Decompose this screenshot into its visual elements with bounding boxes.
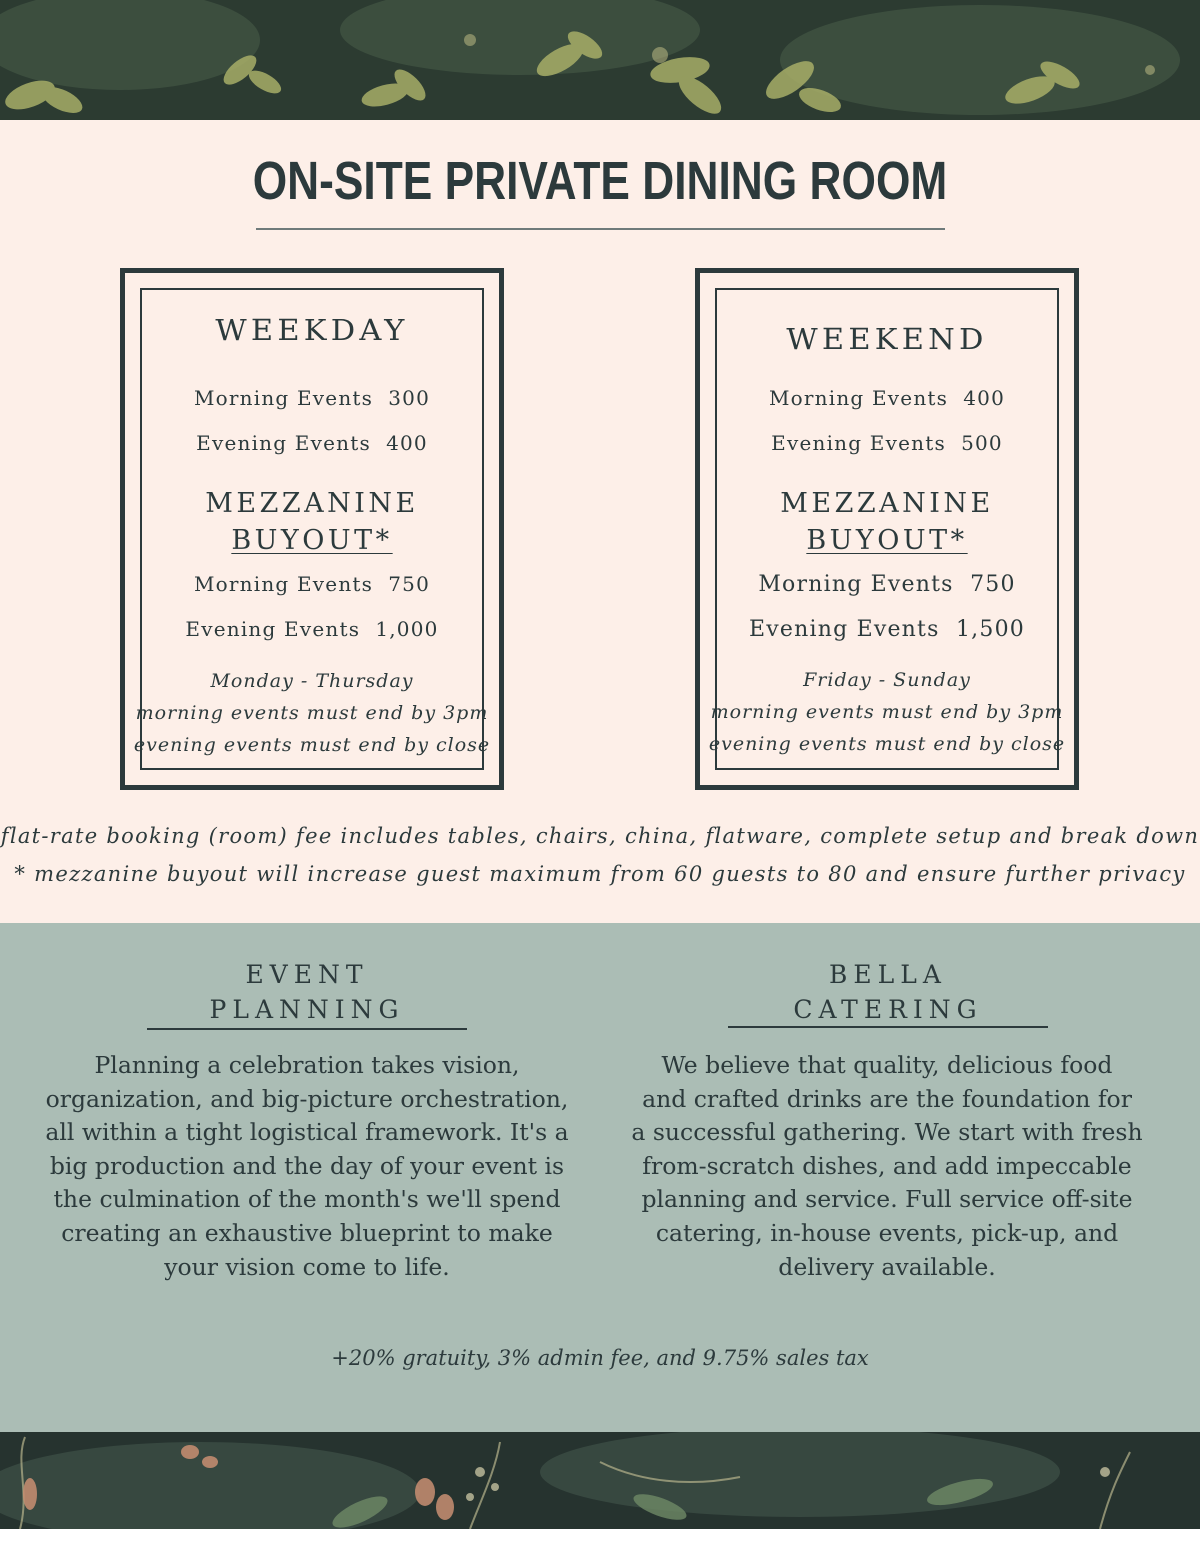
foliage-icon bbox=[0, 0, 1200, 120]
weekend-evening-rate bbox=[697, 431, 1077, 455]
weekend-mezzanine-morning-rate bbox=[697, 572, 1077, 597]
rate-label: Morning Events bbox=[193, 572, 374, 596]
page-title: ON-SITE PRIVATE DINING ROOM bbox=[252, 151, 948, 211]
event-planning-divider bbox=[147, 1028, 467, 1030]
weekday-evening-rate bbox=[122, 431, 502, 455]
body-line: all within a tight logistical framework. It's a bbox=[45, 1118, 569, 1147]
buyout-line: BUYOUT* bbox=[231, 525, 393, 556]
weekend-days: Friday - Sunday bbox=[803, 669, 971, 691]
rate-price: 500 bbox=[961, 431, 1003, 455]
body-line: catering, in-house events, pick-up, and bbox=[655, 1218, 1119, 1247]
weekday-mezzanine-evening-rate bbox=[122, 617, 502, 641]
body-line: the culmination of the month's we'll spend bbox=[53, 1185, 561, 1214]
foliage-banner-top bbox=[0, 0, 1200, 120]
weekend-morning-rate bbox=[697, 386, 1077, 410]
heading-line: EVENT bbox=[245, 960, 369, 989]
weekend-morning-note: morning events must end by 3pm bbox=[710, 701, 1064, 723]
weekday-morning-rate bbox=[122, 386, 502, 410]
catering-body bbox=[600, 1049, 1174, 1284]
rate-label: Morning Events bbox=[758, 572, 954, 597]
weekday-evening-note: evening events must end by close bbox=[133, 734, 491, 756]
mezzanine-line: MEZZANINE bbox=[205, 488, 419, 519]
rate-price: 750 bbox=[388, 572, 431, 596]
weekday-heading: WEEKDAY bbox=[215, 313, 409, 347]
weekday-morning-note: morning events must end by 3pm bbox=[135, 702, 489, 724]
weekend-evening-note: evening events must end by close bbox=[708, 733, 1066, 755]
tax-note: +20% gratuity, 3% admin fee, and 9.75% sales tax bbox=[331, 1346, 869, 1370]
body-line: We believe that quality, delicious food bbox=[661, 1051, 1113, 1079]
weekday-mezzanine-heading bbox=[122, 485, 502, 559]
body-line: your vision come to life. bbox=[164, 1252, 450, 1281]
mezzanine-line: MEZZANINE bbox=[780, 488, 994, 519]
weekend-card-inner-border bbox=[708, 288, 1066, 770]
rate-price: 400 bbox=[963, 386, 1006, 410]
heading-line: BELLA bbox=[829, 960, 947, 989]
rate-label: Morning Events bbox=[768, 386, 949, 410]
title-divider bbox=[256, 228, 945, 230]
weekend-mezzanine-heading bbox=[697, 485, 1077, 559]
rate-label: Evening Events bbox=[749, 617, 940, 642]
event-planning-heading bbox=[147, 957, 467, 1027]
booking-fee-note: flat-rate booking (room) fee includes tables, chairs, china, flatware, complete setup and break down bbox=[0, 824, 1200, 848]
rate-price: 750 bbox=[970, 572, 1016, 597]
body-line: a successful gathering. We start with fresh bbox=[631, 1118, 1143, 1147]
weekday-days: Monday - Thursday bbox=[210, 670, 414, 692]
body-line: Planning a celebration takes vision, bbox=[94, 1051, 520, 1079]
event-planning-body bbox=[20, 1049, 594, 1284]
rate-label: Evening Events bbox=[771, 431, 946, 455]
catering-divider bbox=[728, 1026, 1048, 1028]
body-line: organization, and big-picture orchestration, bbox=[45, 1084, 569, 1113]
heading-line: CATERING bbox=[793, 995, 983, 1024]
rate-label: Evening Events bbox=[196, 431, 371, 455]
catering-heading bbox=[728, 957, 1048, 1027]
rate-price: 1,500 bbox=[955, 617, 1025, 642]
rate-price: 400 bbox=[386, 431, 428, 455]
body-line: big production and the day of your event is bbox=[49, 1151, 565, 1180]
rate-label: Morning Events bbox=[193, 386, 374, 410]
body-line: delivery available. bbox=[778, 1252, 996, 1281]
weekday-card-inner-border bbox=[133, 288, 491, 770]
weekend-mezzanine-evening-rate bbox=[697, 617, 1077, 642]
body-line: from-scratch dishes, and add impeccable bbox=[642, 1151, 1132, 1180]
buyout-line: BUYOUT* bbox=[806, 525, 968, 556]
weekday-mezzanine-morning-rate bbox=[122, 572, 502, 596]
body-line: and crafted drinks are the foundation for bbox=[642, 1084, 1132, 1113]
foliage-banner-bottom bbox=[0, 1432, 1200, 1529]
body-line: planning and service. Full service off-site bbox=[641, 1185, 1133, 1214]
weekday-rate-card bbox=[120, 268, 504, 790]
mezzanine-note: * mezzanine buyout will increase guest maximum from 60 guests to 80 and ensure further privacy bbox=[14, 862, 1186, 886]
weekend-rate-card bbox=[695, 268, 1079, 790]
weekend-heading: WEEKEND bbox=[786, 322, 988, 356]
heading-line: PLANNING bbox=[209, 995, 405, 1024]
rate-label: Evening Events bbox=[185, 617, 361, 641]
body-line: creating an exhaustive blueprint to make bbox=[61, 1218, 553, 1247]
rate-price: 1,000 bbox=[375, 617, 439, 641]
rate-price: 300 bbox=[388, 386, 431, 410]
botanical-flowers-icon bbox=[0, 1432, 1200, 1529]
